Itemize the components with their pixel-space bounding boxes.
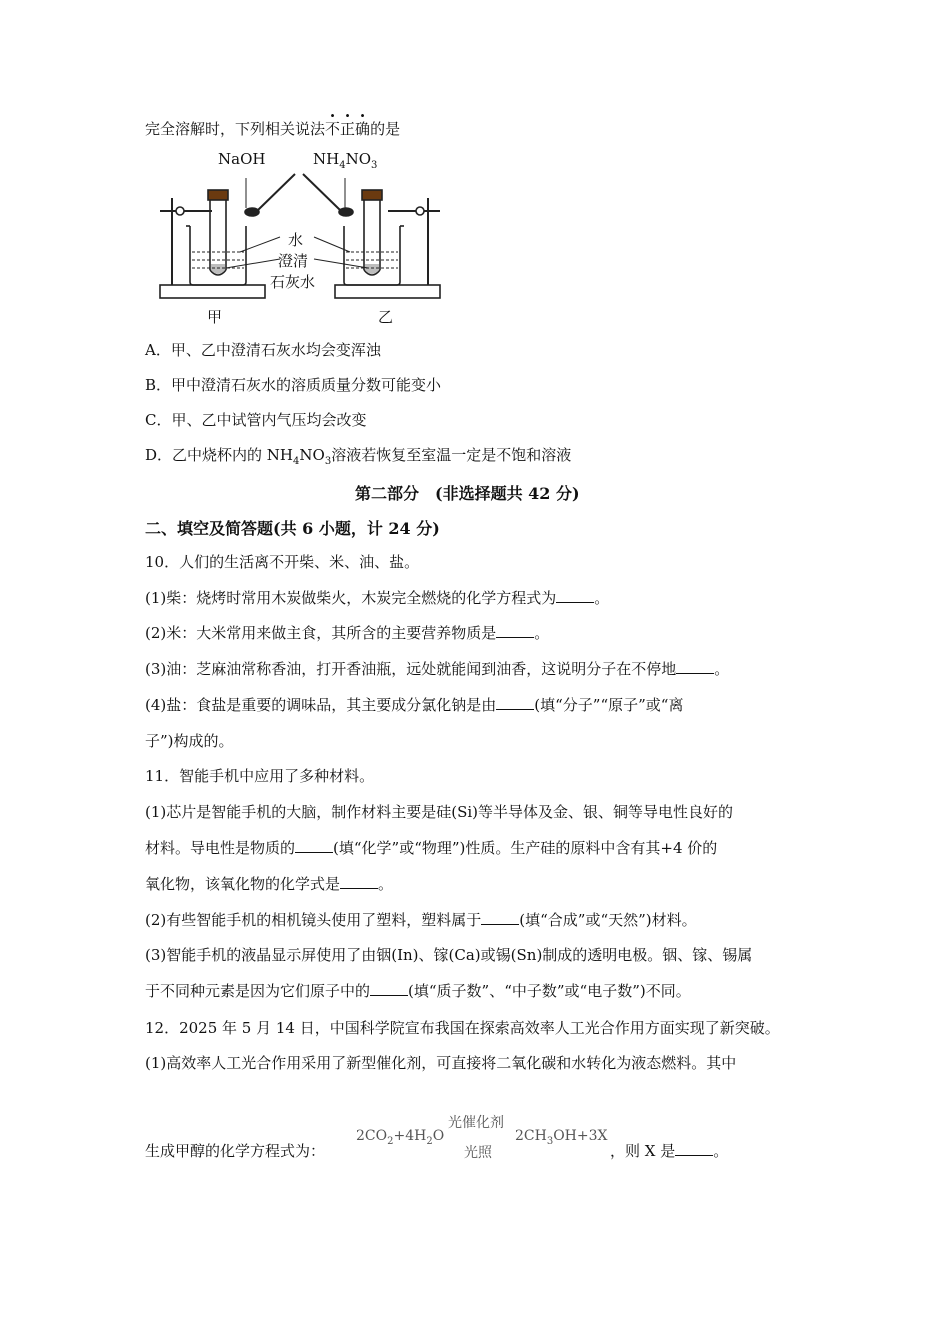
answer-blank[interactable] xyxy=(370,981,408,996)
answer-blank[interactable] xyxy=(496,623,534,638)
q11-intro: 11．智能手机中应用了多种材料。 xyxy=(145,767,375,785)
label-naoh: NaOH xyxy=(218,150,266,168)
equation-right: $2CH_3OH+3X$ xyxy=(515,1128,608,1147)
q11-part1-line3: 氧化物，该氧化物的化学式是 。 xyxy=(145,875,394,893)
answer-blank[interactable] xyxy=(340,874,378,889)
q12-part1-tail: ，则 X 是 。 xyxy=(610,1142,729,1160)
apparatus-figure xyxy=(150,142,450,332)
q10-part4: (4)盐：食盐是重要的调味品，其主要成分氯化钠是由 (填“分子”“原子”或“离 xyxy=(145,696,684,714)
q12-part1-line2: 生成甲醇的化学方程式为： xyxy=(145,1142,326,1160)
option-a: A．甲、乙中澄清石灰水均会变浑浊 xyxy=(145,341,381,359)
part2-title: 第二部分 (非选择题共 42 分) xyxy=(355,484,580,503)
q10-part1: (1)柴：烧烤时常用木炭做柴火，木炭完全燃烧的化学方程式为 。 xyxy=(145,589,610,607)
option-d: D．乙中烧杯内的 $NH_4NO_3$溶液若恢复至室温一定是不饱和溶液 xyxy=(145,446,572,467)
answer-blank[interactable] xyxy=(496,695,534,710)
q10-part3: (3)油：芝麻油常称香油，打开香油瓶，远处就能闻到油香，这说明分子在不停地 。 xyxy=(145,660,730,678)
q12-intro: 12．2025 年 5 月 14 日，中国科学院宣布我国在探索高效率人工光合作用方面实现了新突破。 xyxy=(145,1019,780,1037)
q11-part3-line2: 于不同种元素是因为它们原子中的 (填“质子数”、“中子数”或“电子数”)不同。 xyxy=(145,982,691,1000)
q9-stem: 完全溶解时，下列相关说法不正确的是 xyxy=(145,120,401,138)
q10-intro: 10．人们的生活离不开柴、米、油、盐。 xyxy=(145,553,420,571)
equation-left: $2CO_2+4H_2O$ xyxy=(356,1128,445,1147)
emphasis-char: 正 xyxy=(340,120,356,138)
label-nh4no3: $NH_4NO_3$ xyxy=(313,150,378,171)
q10-part2: (2)米：大米常用来做主食，其所含的主要营养物质是 。 xyxy=(145,624,550,642)
emphasis-char: 不 xyxy=(325,120,341,138)
q12-part1-line1: (1)高效率人工光合作用采用了新型催化剂，可直接将二氧化碳和水转化为液态燃料。其中 xyxy=(145,1054,737,1072)
q11-part3-line1: (3)智能手机的液晶显示屏使用了由铟(In)、镓(Ca)或锡(Sn)制成的透明电极。铟、镓、锡属 xyxy=(145,946,753,964)
answer-blank[interactable] xyxy=(556,588,594,603)
q11-part1-line1: (1)芯片是智能手机的大脑，制作材料主要是硅(Si)等半导体及金、银、铜等导电性良好的 xyxy=(145,803,734,821)
answer-blank[interactable] xyxy=(675,1141,713,1156)
label-limewater: 石灰水 xyxy=(270,273,316,291)
label-clear: 澄清 xyxy=(278,252,309,270)
equation-condition-above: 光催化剂 xyxy=(448,1115,504,1131)
option-c: C．甲、乙中试管内气压均会改变 xyxy=(145,411,367,429)
answer-blank[interactable] xyxy=(481,910,519,925)
right-stand xyxy=(303,174,440,298)
label-jia: 甲 xyxy=(207,308,223,326)
label-yi: 乙 xyxy=(378,308,394,326)
answer-blank[interactable] xyxy=(676,659,714,674)
answer-blank[interactable] xyxy=(295,838,333,853)
section-title: 二、填空及简答题(共 6 小题，计 24 分) xyxy=(145,519,440,538)
option-b: B．甲中澄清石灰水的溶质质量分数可能变小 xyxy=(145,376,442,394)
emphasis-char: 确 xyxy=(355,120,371,138)
q11-part2: (2)有些智能手机的相机镜头使用了塑料，塑料属于 (填“合成”或“天然”)材料。 xyxy=(145,911,697,929)
q10-part4-cont: 子”)构成的。 xyxy=(145,732,234,750)
label-water: 水 xyxy=(288,231,304,249)
q11-part1-line2: 材料。导电性是物质的 (填“化学”或“物理”)性质。生产硅的原料中含有其+4 价的 xyxy=(145,839,718,857)
equation-condition-below: 光照 xyxy=(464,1145,492,1161)
